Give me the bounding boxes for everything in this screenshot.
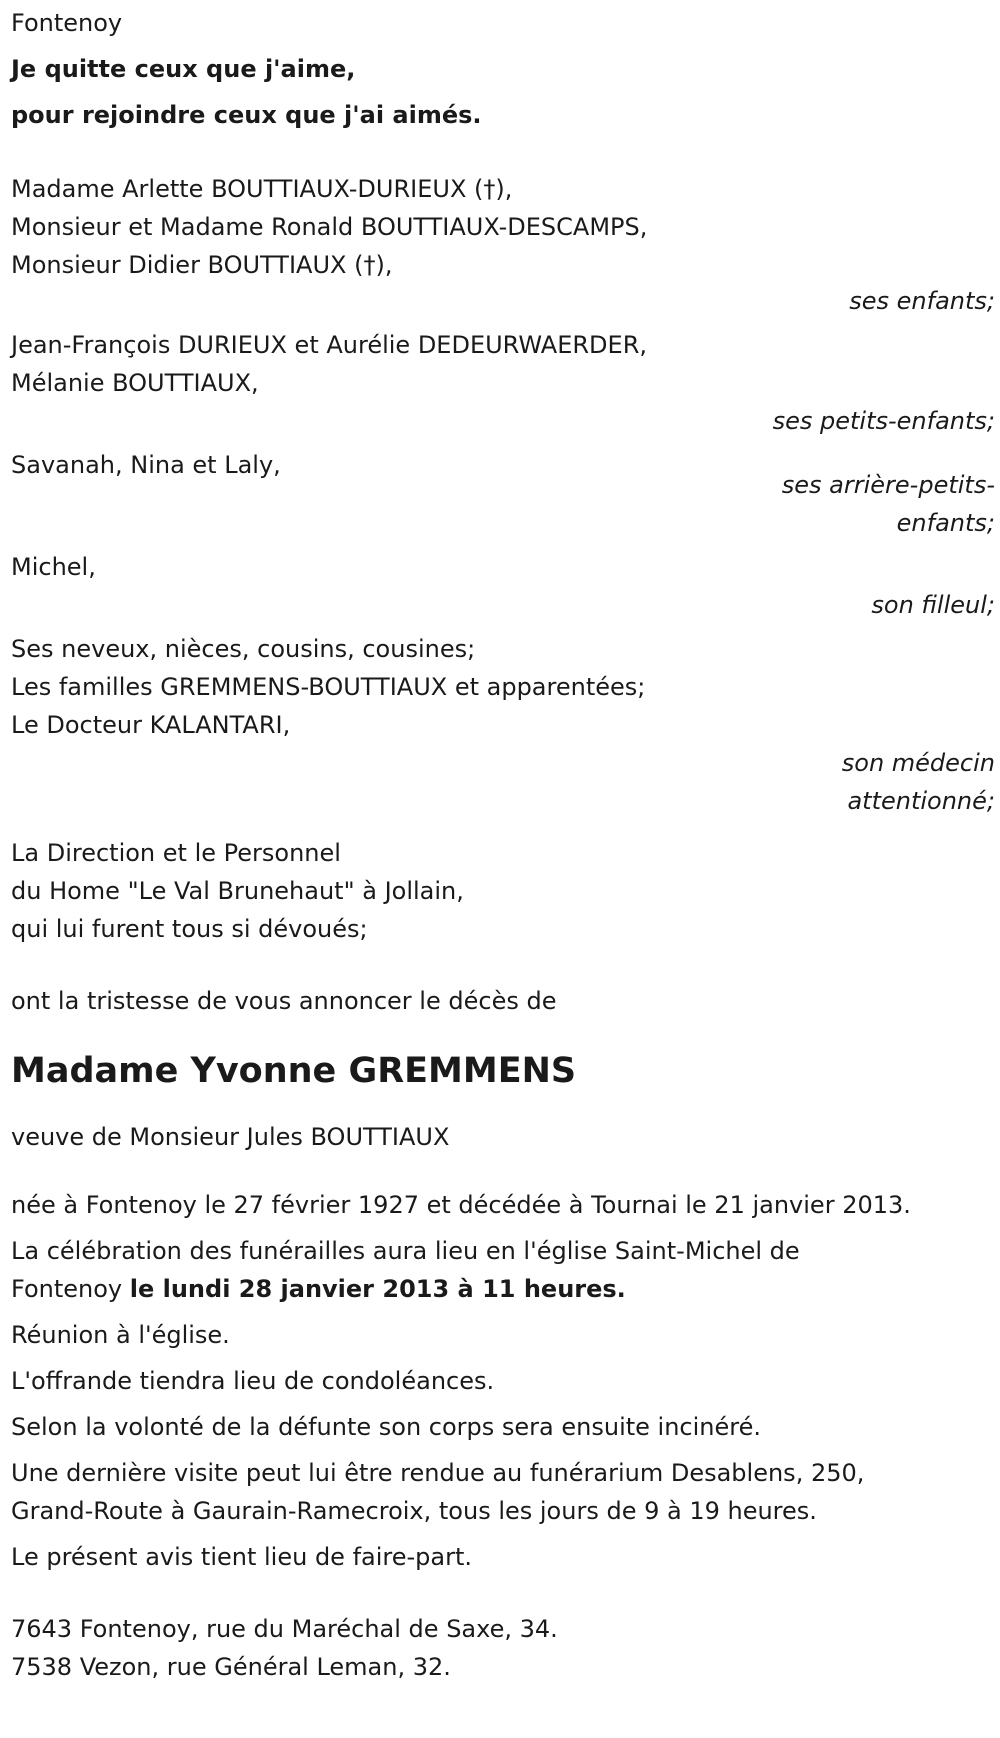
- visit-line-1: Une dernière visite peut lui être rendue au funérarium Desablens, 250,: [11, 1459, 865, 1487]
- visit-line-2: Grand-Route à Gaurain-Ramecroix, tous les jours de 9 à 19 heures.: [11, 1497, 817, 1525]
- funeral-line-1: La célébration des funérailles aura lieu en l'église Saint-Michel de: [11, 1237, 800, 1265]
- grandchildren-section: [11, 326, 995, 440]
- relation-role: ses petits-enfants;: [772, 407, 995, 435]
- funeral-datetime: le lundi 28 janvier 2013 à 11 heures.: [129, 1275, 626, 1303]
- announcement-text: ont la tristesse de vous annoncer le décès de: [11, 987, 557, 1015]
- obituary-notice: [11, 0, 995, 1686]
- funeral-details: [11, 1232, 991, 1308]
- birth-death-text: née à Fontenoy le 27 février 1927 et décédée à Tournai le 21 janvier 2013.: [11, 1191, 911, 1219]
- family-name-line: Le Docteur KALANTARI,: [11, 711, 291, 739]
- family-name-line: Mélanie BOUTTIAUX,: [11, 369, 259, 397]
- addresses: [11, 1610, 991, 1686]
- godson-section: [11, 548, 995, 624]
- widow-of-text: veuve de Monsieur Jules BOUTTIAUX: [11, 1123, 450, 1151]
- care-home-line: La Direction et le Personnel: [11, 839, 341, 867]
- address-line: 7538 Vezon, rue Général Leman, 32.: [11, 1653, 451, 1681]
- great-grandchildren-section: [11, 446, 995, 542]
- cremation-text: Selon la volonté de la défunte son corps sera ensuite incinéré.: [11, 1413, 761, 1441]
- family-name-line: Monsieur et Madame Ronald BOUTTIAUX-DESCAMPS,: [11, 213, 648, 241]
- funeral-place: Fontenoy: [11, 1275, 130, 1303]
- address-line: 7643 Fontenoy, rue du Maréchal de Saxe, 34.: [11, 1615, 558, 1643]
- notice-text: Le présent avis tient lieu de faire-part.: [11, 1543, 473, 1571]
- visit-details: [11, 1454, 991, 1530]
- relation-role: ses enfants;: [849, 287, 995, 315]
- family-name-line: Les familles GREMMENS-BOUTTIAUX et apparentées;: [11, 673, 646, 701]
- relatives-section: [11, 630, 995, 820]
- quote-line-1: Je quitte ceux que j'aime,: [11, 55, 356, 83]
- family-name-line: Madame Arlette BOUTTIAUX-DURIEUX (†),: [11, 175, 513, 203]
- care-home-line: du Home "Le Val Brunehaut" à Jollain,: [11, 877, 464, 905]
- relation-role-line-2: enfants;: [896, 509, 995, 537]
- place-header: Fontenoy: [11, 9, 123, 37]
- care-home-line: qui lui furent tous si dévoués;: [11, 915, 368, 943]
- family-name-line: Ses neveux, nièces, cousins, cousines;: [11, 635, 476, 663]
- care-home-section: [11, 834, 991, 948]
- family-name-line: Savanah, Nina et Laly,: [11, 451, 281, 479]
- family-name-line: Jean-François DURIEUX et Aurélie DEDEURWAERDER,: [11, 331, 647, 359]
- children-section: [11, 170, 995, 320]
- deceased-name: Madame Yvonne GREMMENS: [11, 1051, 577, 1091]
- relation-role-line-2: attentionné;: [847, 787, 995, 815]
- family-name-line: Michel,: [11, 553, 96, 581]
- quote-line-2: pour rejoindre ceux que j'ai aimés.: [11, 101, 482, 129]
- family-name-line: Monsieur Didier BOUTTIAUX (†),: [11, 251, 393, 279]
- offering-text: L'offrande tiendra lieu de condoléances.: [11, 1367, 495, 1395]
- relation-role-line-1: ses arrière-petits-: [781, 471, 995, 499]
- relation-role-line-1: son médecin: [841, 749, 995, 777]
- relation-role: son filleul;: [871, 591, 995, 619]
- meeting-text: Réunion à l'église.: [11, 1321, 230, 1349]
- funeral-line-2: [11, 1270, 991, 1308]
